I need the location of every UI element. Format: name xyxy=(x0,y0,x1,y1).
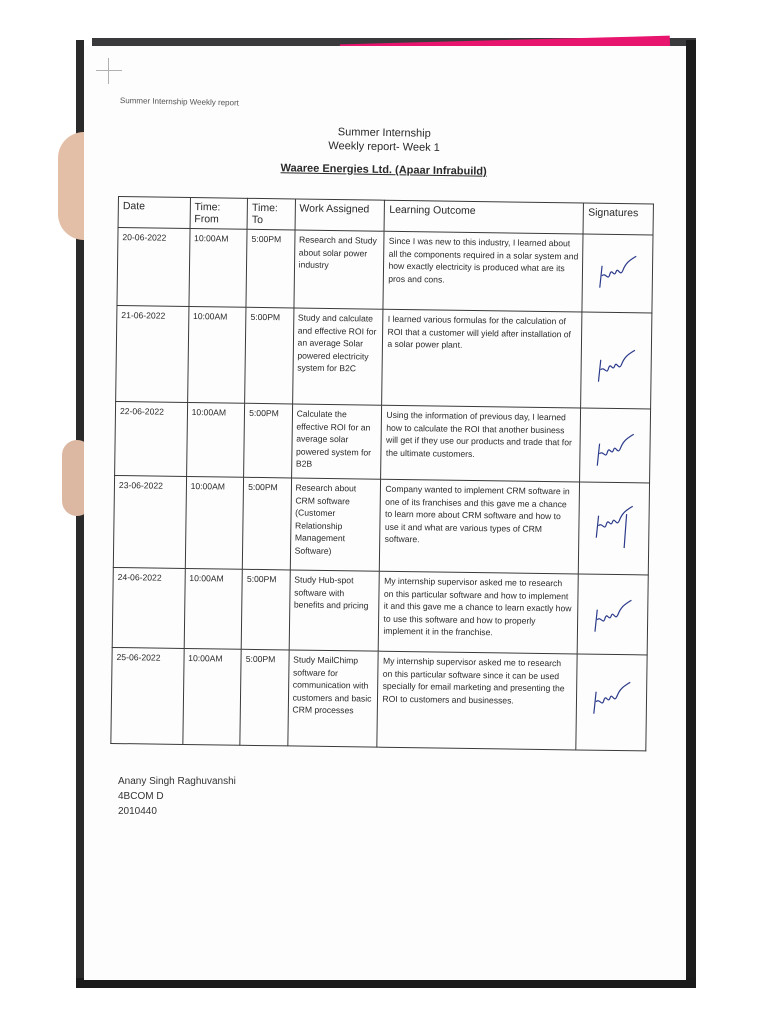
cell-time-to: 5:00PM xyxy=(246,229,295,308)
cell-learning-outcome: My internship supervisor asked me to research on this particular software since it can be used specially for email marketing and presenting the ROI to customers and businesses. xyxy=(377,651,577,750)
signature-cell xyxy=(582,234,653,313)
cell-learning-outcome: Since I was new to this industry, I learned about all the components required in a solar system and how exactly electricity is produced what are its pros and cons. xyxy=(383,231,583,312)
cell-time-to: 5:00PM xyxy=(244,403,292,478)
signature-icon xyxy=(591,596,636,637)
cell-work-assigned: Research and Study about solar power industry xyxy=(294,230,385,309)
cell-learning-outcome: Company wanted to implement CRM software in one of its franchises and this gave me a chance to learn more about CRM software and how to use it and what are various types of CRM software. xyxy=(380,479,580,574)
cell-work-assigned: Study and calculate and effective ROI for an average Solar powered electricity system for B2C xyxy=(292,308,383,405)
signature-cell xyxy=(579,482,650,575)
signature-icon xyxy=(595,252,640,293)
cell-time-to: 5:00PM xyxy=(241,569,290,650)
cell-date: 23-06-2022 xyxy=(113,475,186,568)
signature-cell xyxy=(576,654,647,751)
student-class: 4BCOM D xyxy=(118,791,164,802)
running-head: Summer Internship Weekly report xyxy=(119,96,239,108)
student-id: 2010440 xyxy=(118,806,157,817)
document-title: Summer Internship xyxy=(337,126,431,140)
signature-icon xyxy=(594,346,639,387)
cell-time-from: 10:00AM xyxy=(187,306,246,403)
header-signatures: Signatures xyxy=(583,203,653,235)
cell-date: 24-06-2022 xyxy=(112,567,185,648)
table-row xyxy=(112,567,648,654)
table-row xyxy=(111,647,647,750)
signature-cell xyxy=(581,312,652,409)
report-page xyxy=(84,46,686,980)
cell-time-to: 5:00PM xyxy=(242,477,291,570)
header-work-assigned: Work Assigned xyxy=(295,199,385,231)
table-row xyxy=(113,475,649,574)
background-strip-right xyxy=(686,40,696,985)
student-name: Anany Singh Raghuvanshi xyxy=(118,776,236,787)
company-name: Waaree Energies Ltd. (Apaar Infrabuild) xyxy=(280,162,487,178)
cell-time-from: 10:00AM xyxy=(184,568,243,649)
header-learning-outcome: Learning Outcome xyxy=(384,200,583,234)
signature-icon xyxy=(593,430,638,471)
signature-cell xyxy=(580,408,651,483)
cell-date: 25-06-2022 xyxy=(111,647,184,744)
report-table-container xyxy=(110,196,654,751)
header-time-from: Time: From xyxy=(190,198,248,230)
cell-time-from: 10:00AM xyxy=(189,229,248,308)
cell-time-from: 10:00AM xyxy=(183,648,242,745)
cell-time-from: 10:00AM xyxy=(185,476,244,569)
cell-time-from: 10:00AM xyxy=(186,402,245,477)
document-subtitle: Weekly report- Week 1 xyxy=(328,140,440,154)
header-time-to: Time: To xyxy=(247,198,295,230)
header-date: Date xyxy=(118,197,190,229)
cell-time-to: 5:00PM xyxy=(240,649,289,746)
cell-time-to: 5:00PM xyxy=(245,307,294,404)
crop-mark-icon xyxy=(96,70,122,71)
table-row xyxy=(115,401,651,482)
cell-date: 22-06-2022 xyxy=(115,401,188,476)
cell-learning-outcome: I learned various formulas for the calculation of ROI that a customer will yield after installation of a solar power plant. xyxy=(382,309,582,408)
table-row xyxy=(117,228,653,313)
signature-cell xyxy=(577,574,648,655)
cell-learning-outcome: Using the information of previous day, I learned how to calculate the ROI that another business will get if they use our products and trade that for the ultimate customers. xyxy=(381,405,581,482)
cell-work-assigned: Study Hub-spot software with benefits and pricing xyxy=(289,570,380,651)
cell-work-assigned: Calculate the effective ROI for an average solar powered system for B2B xyxy=(291,404,382,479)
signature-icon xyxy=(589,678,634,719)
cell-work-assigned: Research about CRM software (Customer Relationship Management Software) xyxy=(290,478,381,571)
title-block xyxy=(254,124,515,179)
cell-work-assigned: Study MailChimp software for communication with customers and basic CRM processes xyxy=(287,650,378,747)
weekly-report-table xyxy=(110,196,654,751)
table-row xyxy=(116,305,652,408)
cell-date: 21-06-2022 xyxy=(116,305,189,402)
crop-mark-icon-vertical xyxy=(108,58,109,84)
student-details xyxy=(118,774,236,819)
signature-icon xyxy=(592,502,637,551)
cell-date: 20-06-2022 xyxy=(117,228,190,307)
cell-learning-outcome: My internship supervisor asked me to research on this particular software and how to implement it and this gave me a chance to learn exactly how to use this software and how to properly implement it in the franchise. xyxy=(379,571,579,654)
